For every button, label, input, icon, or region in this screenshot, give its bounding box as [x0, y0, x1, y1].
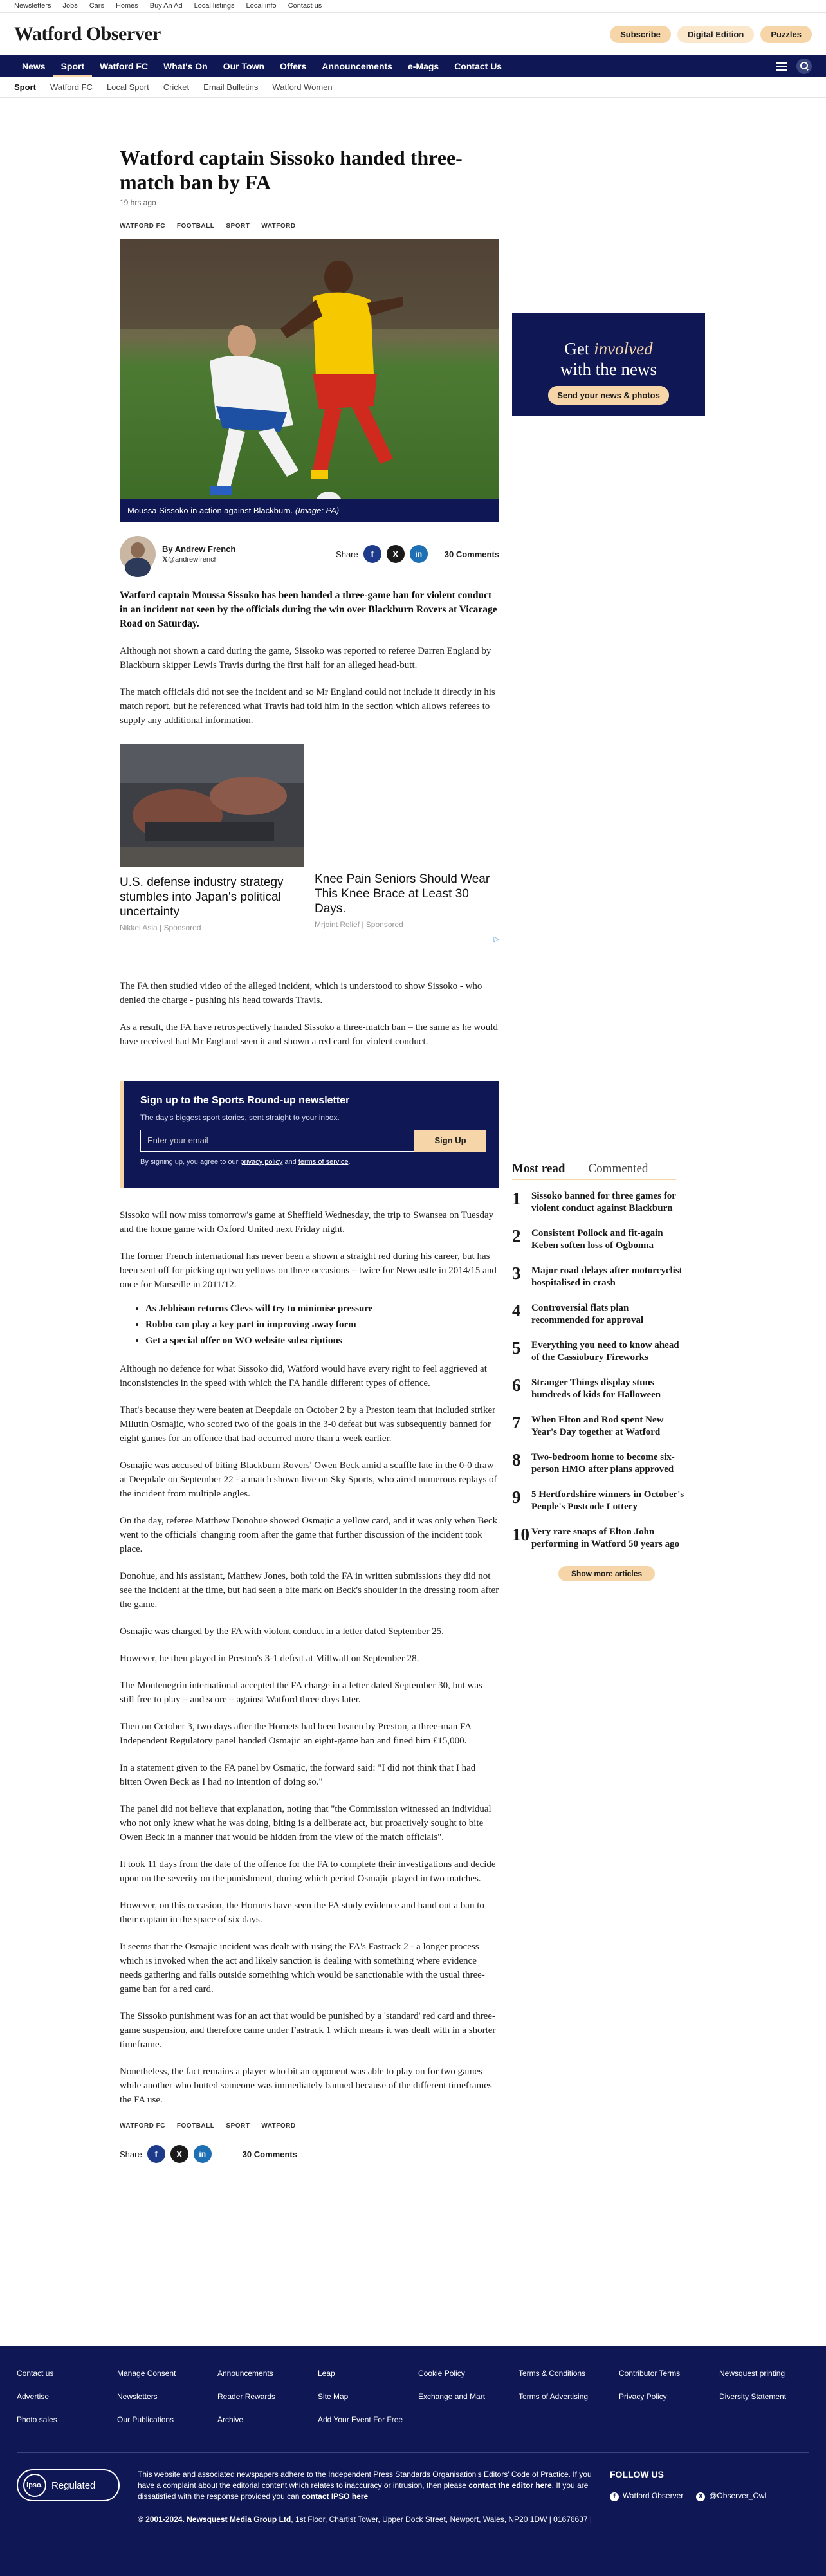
subnav-item-local-sport[interactable]: Local Sport — [106, 82, 149, 92]
newsletter-signup — [120, 1081, 499, 1188]
list-item-title[interactable]: Sissoko banned for three games for violent conduct against Blackburn — [531, 1191, 676, 1213]
ipso-label: Regulated — [51, 2479, 96, 2491]
related-links — [145, 1301, 499, 1349]
list-item[interactable] — [512, 1302, 705, 1339]
tag-link[interactable]: WATFORD — [261, 223, 296, 230]
util-link[interactable]: Buy An Ad — [149, 2, 183, 10]
nav-item-whats-on[interactable]: What's On — [163, 61, 208, 71]
rank-number: 9 — [512, 1487, 521, 1507]
nav-item-our-town[interactable]: Our Town — [223, 61, 265, 71]
list-item[interactable] — [512, 1339, 705, 1377]
newsletter-form — [140, 1130, 486, 1152]
facebook-icon[interactable]: f — [147, 2145, 165, 2163]
util-link[interactable]: Jobs — [62, 2, 78, 10]
site-footer — [0, 2346, 826, 2576]
hero-image — [120, 239, 499, 522]
author-name[interactable]: By Andrew French — [162, 544, 236, 554]
footer-link[interactable]: Advertise — [17, 2392, 50, 2401]
related-link[interactable]: • As Jebbison returns Clevs will try to minimise pressure — [145, 1301, 499, 1317]
most-read-list — [512, 1190, 705, 1563]
page-body — [0, 98, 826, 2524]
article-tags-bottom — [120, 2122, 499, 2130]
newsletter-fineprint — [140, 1158, 486, 1166]
hero-caption — [120, 499, 499, 522]
caption-text: Moussa Sissoko in action against Blackburn. — [127, 506, 293, 515]
tab-commented[interactable]: Commented — [588, 1162, 648, 1175]
footer-follow — [610, 2469, 766, 2501]
subnav-item-watford-fc[interactable]: Watford FC — [50, 82, 93, 92]
footer-copyright — [138, 2514, 601, 2525]
footer-links — [17, 2369, 820, 2424]
nav-item-offers[interactable]: Offers — [280, 61, 307, 71]
subnav-item-email-bulletins[interactable]: Email Bulletins — [203, 82, 259, 92]
nav-item-news[interactable]: News — [22, 61, 46, 71]
paragraph: Osmajic was charged by the FA with violent conduct in a letter dated September 25. — [120, 1626, 444, 1637]
facebook-icon[interactable]: f — [363, 545, 381, 563]
comments-link[interactable]: 30 Comments — [242, 2149, 297, 2159]
send-news-promo — [512, 313, 705, 416]
paragraph: Sissoko will now miss tomorrow's game at Sheffield Wednesday, the trip to Swansea on Tuesday and the home game with Oxford United next Friday night. — [120, 1210, 494, 1235]
linkedin-icon[interactable]: in — [410, 545, 428, 563]
sponsored-title[interactable]: Knee Pain Seniors Should Wear This Knee Brace at Least 30 Days. — [315, 872, 490, 915]
copyright-text: , 1st Floor, Chartist Tower, Upper Dock Street, Newport, Wales, NP20 1DW | 01676637 | — [291, 2515, 592, 2524]
contact-ipso-link[interactable]: contact IPSO here — [301, 2492, 369, 2501]
search-icon[interactable] — [796, 59, 812, 74]
x-icon[interactable]: X — [170, 2145, 188, 2163]
article-body — [120, 589, 499, 2107]
rank-number: 5 — [512, 1338, 521, 1357]
footer-link[interactable]: Terms & Conditions — [519, 2369, 586, 2378]
fineprint-text: and — [284, 1158, 297, 1166]
newsletter-subtitle: The day's biggest sport stories, sent straight to your inbox. — [140, 1113, 340, 1122]
paragraph: However, on this occasion, the Hornets have seen the FA study evidence and hand out a ban to their captain in the space of six days. — [120, 1900, 484, 1925]
footer-link[interactable]: Newsletters — [117, 2392, 158, 2401]
paragraph: The Sissoko punishment was for an act that would be punished by a 'standard' red card and three-game suspension, and therefore came under Fastrack 1 which means it was dealt with in a shorter timeframe. — [120, 2011, 496, 2050]
digital-edition-button[interactable]: Digital Edition — [677, 26, 754, 43]
site-logo[interactable]: Watford Observer — [14, 23, 161, 44]
nav-item-emags[interactable]: e-Mags — [407, 61, 439, 71]
list-item-title[interactable]: Controversial flats plan recommended for approval — [531, 1303, 644, 1325]
footer-divider — [17, 2452, 809, 2453]
tag-link[interactable]: WATFORD FC — [120, 2122, 165, 2130]
list-item-title[interactable]: When Elton and Rod spent New Year's Day together at Watford — [531, 1415, 664, 1437]
rank-number: 7 — [512, 1413, 521, 1432]
sponsored-image — [120, 744, 304, 867]
list-item[interactable] — [512, 1228, 705, 1265]
sponsored-title[interactable]: U.S. defense industry strategy stumbles into Japan's political uncertainty — [120, 876, 284, 919]
tab-most-read[interactable]: Most read — [512, 1162, 565, 1175]
paragraph: On the day, referee Matthew Donohue showed Osmajic a yellow card, and it was only when Beck went to the officials' changing room after the game that further discussion of the incident took place. — [120, 1516, 498, 1554]
comments-link[interactable]: 30 Comments — [444, 549, 499, 559]
paragraph: Although no defence for what Sissoko did, Watford would have every right to feel aggrieved at inconsistencies in the speed with which the FA handle different types of offence. — [120, 1364, 487, 1388]
utility-bar — [0, 0, 826, 13]
terms-link[interactable]: terms of service — [298, 1158, 349, 1166]
article-time: 19 hrs ago — [120, 198, 156, 207]
football-match-photo — [120, 239, 499, 522]
tag-link[interactable]: WATFORD FC — [120, 223, 165, 230]
share-bar-bottom — [120, 2145, 499, 2163]
tag-link[interactable]: SPORT — [226, 2122, 250, 2130]
article-lead: Watford captain Moussa Sissoko has been handed a three-game ban for violent conduct in an incident not seen by the officials during the win over Blackburn Rovers at Vicarage Road on Saturday. — [120, 590, 497, 629]
tag-link[interactable]: WATFORD — [261, 2122, 296, 2130]
list-item-title[interactable]: Everything you need to know ahead of the Cassiobury Fireworks — [531, 1340, 679, 1363]
rank-number: 1 — [512, 1189, 521, 1208]
footer-link[interactable]: Leap — [318, 2369, 335, 2378]
paragraph: The Montenegrin international accepted the FA charge in a letter dated September 30, but was still free to play – and score – against Watford three days later. — [120, 1680, 482, 1705]
x-follow-label: @Observer_Owl — [709, 2491, 767, 2500]
facebook-follow-label: Watford Observer — [623, 2491, 684, 2500]
promo-text: with the news — [560, 360, 657, 379]
menu-icon[interactable] — [776, 62, 787, 71]
subnav-item-watford-women[interactable]: Watford Women — [272, 82, 333, 92]
list-item-title[interactable]: Very rare snaps of Elton John performing in Watford 50 years ago — [531, 1527, 680, 1549]
caption-credit: (Image: PA) — [295, 506, 340, 515]
contact-editor-link[interactable]: contact the editor here — [468, 2481, 552, 2490]
util-link[interactable]: Local info — [246, 2, 277, 10]
subnav-item-cricket[interactable]: Cricket — [163, 82, 190, 92]
rank-number: 8 — [512, 1450, 521, 1469]
list-item[interactable] — [512, 1414, 705, 1451]
list-item[interactable] — [512, 1190, 705, 1228]
sponsored-image — [315, 744, 499, 867]
article — [120, 145, 499, 2163]
masthead — [0, 13, 826, 55]
share-label: Share — [120, 2149, 142, 2159]
sponsored-source: Nikkei Asia | Sponsored — [120, 923, 201, 932]
share-label: Share — [336, 549, 358, 559]
paragraph: That's because they were beaten at Deepdale on October 2 by a Preston team that included striker Milutin Osmajic, who scored two of the goals in the 3-0 defeat but was subsequently banned for eight games for an offence that had occurred more than a week earlier. — [120, 1405, 496, 1444]
footer-link[interactable]: Photo sales — [17, 2415, 57, 2424]
newsletter-title: Sign up to the Sports Round-up newsletter — [140, 1095, 350, 1106]
copyright-owner: © 2001-2024. Newsquest Media Group Ltd — [138, 2515, 291, 2524]
list-item-title[interactable]: Consistent Pollock and fit-again Keben soften loss of Ogbonna — [531, 1228, 663, 1251]
footer-link[interactable]: Contact us — [17, 2369, 54, 2378]
paragraph: However, he then played in Preston's 3-1 defeat at Millwall on September 28. — [120, 1653, 419, 1664]
footer-link[interactable]: Cookie Policy — [418, 2369, 465, 2378]
subnav-item-sport[interactable]: Sport — [14, 82, 36, 92]
article-tags — [120, 223, 499, 230]
sponsored-source: Mrjoint Relief | Sponsored — [315, 920, 403, 929]
footer-legal — [138, 2469, 601, 2502]
util-link[interactable]: Newsletters — [14, 2, 51, 10]
promo-text: Get — [564, 339, 590, 358]
main-nav — [0, 55, 826, 77]
rank-number: 6 — [512, 1375, 521, 1395]
sponsored-content — [120, 744, 499, 932]
paragraph: In a statement given to the FA panel by Osmajic, the forward said: "I did not think that I had bitten Owen Beck as I had no intention of doing so." — [120, 1763, 476, 1787]
rank-number: 2 — [512, 1226, 521, 1246]
promo-text-accent: involved — [594, 339, 653, 358]
subscribe-button[interactable]: Subscribe — [610, 26, 671, 43]
ipso-logo-icon: ipso. — [23, 2474, 46, 2497]
list-item[interactable] — [512, 1489, 705, 1526]
list-item-title[interactable]: 5 Hertfordshire winners in October's People's Postcode Lottery — [531, 1489, 684, 1512]
promo-heading — [512, 338, 705, 380]
author-avatar[interactable] — [120, 536, 156, 572]
show-more-button[interactable]: Show more articles — [558, 1566, 655, 1581]
list-item-title[interactable]: Major road delays after motorcyclist hospitalised in crash — [531, 1265, 683, 1288]
tag-link[interactable]: FOOTBALL — [176, 2122, 215, 2130]
list-item[interactable] — [512, 1526, 705, 1563]
list-item[interactable] — [512, 1377, 705, 1414]
util-link[interactable]: Homes — [115, 2, 138, 10]
rank-number: 10 — [512, 1525, 529, 1544]
privacy-policy-link[interactable]: privacy policy — [240, 1158, 283, 1166]
share-bar — [336, 545, 499, 563]
paragraph: Although not shown a card during the game, Sissoko was reported to referee Darren England by Blackburn skipper Lewis Travis during the first half for an alleged head-butt. — [120, 646, 491, 670]
send-news-button[interactable]: Send your news & photos — [548, 386, 669, 405]
nav-item-contact[interactable]: Contact Us — [454, 61, 502, 71]
list-item-title[interactable]: Stranger Things display stuns hundreds of kids for Halloween — [531, 1377, 661, 1400]
sidebar — [512, 313, 705, 416]
newsletter-signup-button[interactable]: Sign Up — [414, 1130, 486, 1152]
list-item-title[interactable]: Two-bedroom home to become six-person HMO after plans approved — [531, 1452, 675, 1475]
nav-item-watford-fc[interactable]: Watford FC — [100, 61, 149, 71]
footer-link[interactable]: Privacy Policy — [619, 2392, 667, 2401]
sponsored-card[interactable] — [120, 744, 304, 932]
footer-link[interactable]: Exchange and Mart — [418, 2392, 486, 2401]
author-handle[interactable] — [162, 555, 235, 564]
footer-link[interactable]: Reader Rewards — [217, 2392, 276, 2401]
tag-link[interactable]: FOOTBALL — [176, 223, 215, 230]
paragraph: The panel did not believe that explanation, noting that "the Commission witnessed an individual who not only knew what he was doing, biting is a deliberate act, but proactively sought to bite Owen Beck in a manner that would be hidden from the view of the match officials". — [120, 1804, 491, 1843]
ipso-badge[interactable] — [17, 2469, 120, 2501]
most-read-tabs — [512, 1162, 676, 1180]
paragraph: Osmajic was accused of biting Blackburn Rovers' Owen Beck amid a scuffle late in the 0-0 draw at Deepdale on September 22 - a match shown live on Sky Sports, who aired numerous replays of the incident from multiple angles. — [120, 1460, 497, 1499]
related-link[interactable]: • Robbo can play a key part in improving away form — [145, 1317, 499, 1333]
adchoices-icon[interactable]: ▷ — [493, 935, 499, 943]
footer-link[interactable]: Terms of Advertising — [519, 2392, 589, 2401]
fineprint-text: By signing up, you agree to our — [140, 1158, 239, 1166]
footer-link[interactable]: Contributor Terms — [619, 2369, 681, 2378]
footer-link[interactable]: Announcements — [217, 2369, 273, 2378]
x-icon[interactable]: X — [387, 545, 405, 563]
newsletter-email-input[interactable]: Enter your email — [140, 1130, 414, 1152]
footer-link[interactable]: Our Publications — [117, 2415, 174, 2424]
article-headline: Watford captain Sissoko handed three-match ban by FA — [120, 146, 463, 194]
paragraph: Then on October 3, two days after the Hornets had been beaten by Preston, a three-man FA Independent Regulatory panel handed Osmajic an eight-game ban and fined him £15,000. — [120, 1722, 472, 1746]
paragraph: Donohue, and his assistant, Matthew Jones, both told the FA in written submissions they did not see the incident at the time, but had seen a bite mark on Beck's shoulder in the dressing room after the game. — [120, 1571, 499, 1610]
x-icon: 𝕏 — [162, 556, 168, 564]
paragraph: The former French international has never been a shown a straight red during his career, but has been sent off for picking up two yellows on three occasions – twice for Newcastle in 2014/15 and once for Marseille in 2011/12. — [120, 1251, 497, 1290]
nav-item-announcements[interactable]: Announcements — [322, 61, 392, 71]
paragraph: The match officials did not see the incident and so Mr England could not include it directly in his match report, but he referenced what Travis had told him in the section which allows referees to supply any additional information. — [120, 687, 495, 726]
paragraph: It took 11 days from the date of the offence for the FA to complete their investigations and decide upon on the severity on the punishment, during which period Osmajic played in two matches. — [120, 1859, 496, 1884]
byline — [120, 536, 499, 572]
footer-link[interactable]: Archive — [217, 2415, 244, 2424]
sub-nav — [0, 77, 826, 98]
footer-link[interactable]: Add Your Event For Free — [318, 2415, 403, 2424]
paragraph: As a result, the FA have retrospectively handed Sissoko a three-match ban – the same as he would have received had Mr England seen it and shown a red card for violent conduct. — [120, 1022, 498, 1047]
puzzles-button[interactable]: Puzzles — [760, 26, 812, 43]
rank-number: 4 — [512, 1301, 521, 1320]
fineprint-text: . — [348, 1158, 351, 1166]
rank-number: 3 — [512, 1264, 521, 1283]
facebook-icon: f — [610, 2492, 619, 2501]
tag-link[interactable]: SPORT — [226, 223, 250, 230]
follow-heading: FOLLOW US — [610, 2469, 664, 2479]
related-link[interactable]: • Get a special offer on WO website subscriptions — [145, 1333, 499, 1349]
footer-link[interactable]: Newsquest printing — [719, 2369, 785, 2378]
legal-text: . If you are dissatisfied with the response provided you can — [138, 2481, 589, 2501]
footer-link[interactable]: Site Map — [318, 2392, 349, 2401]
paragraph: It seems that the Osmajic incident was dealt with using the FA's Fastrack 2 - a longer process which is invoked when the act and likely sanction is dealing with something where evidence needs gathering and falls outside something which would be sanctionable with the usual three-game ban for a red card. — [120, 1942, 485, 1994]
x-icon: X — [696, 2492, 705, 2501]
most-read — [512, 1162, 705, 1581]
util-link[interactable]: Local listings — [194, 2, 235, 10]
nav-item-sport[interactable]: Sport — [53, 55, 93, 77]
paragraph: Nonetheless, the fact remains a player who bit an opponent was able to play on for two games while another who butted someone was immediately banned because of the different timeframes the FA use. — [120, 2066, 492, 2105]
footer-link[interactable]: Manage Consent — [117, 2369, 176, 2378]
sponsored-card[interactable] — [315, 744, 499, 932]
linkedin-icon[interactable]: in — [194, 2145, 212, 2163]
x-follow-link[interactable] — [696, 2491, 766, 2501]
util-link[interactable]: Contact us — [288, 2, 322, 10]
list-item[interactable] — [512, 1265, 705, 1302]
paragraph: The FA then studied video of the alleged incident, which is understood to show Sissoko - who denied the charge - pushing his head towards Travis. — [120, 981, 482, 1006]
author-handle-text: @andrewfrench — [167, 556, 218, 564]
legal-text: This website and associated newspapers adhere to the Independent Press Standards Organisation's Editors' Code of Practice. If you have a complaint about the editorial content which relates to inaccuracy or intrusion, then please — [138, 2470, 592, 2490]
facebook-follow-link[interactable] — [610, 2491, 683, 2501]
footer-link[interactable]: Diversity Statement — [719, 2392, 787, 2401]
util-link[interactable]: Cars — [89, 2, 104, 10]
list-item[interactable] — [512, 1451, 705, 1489]
